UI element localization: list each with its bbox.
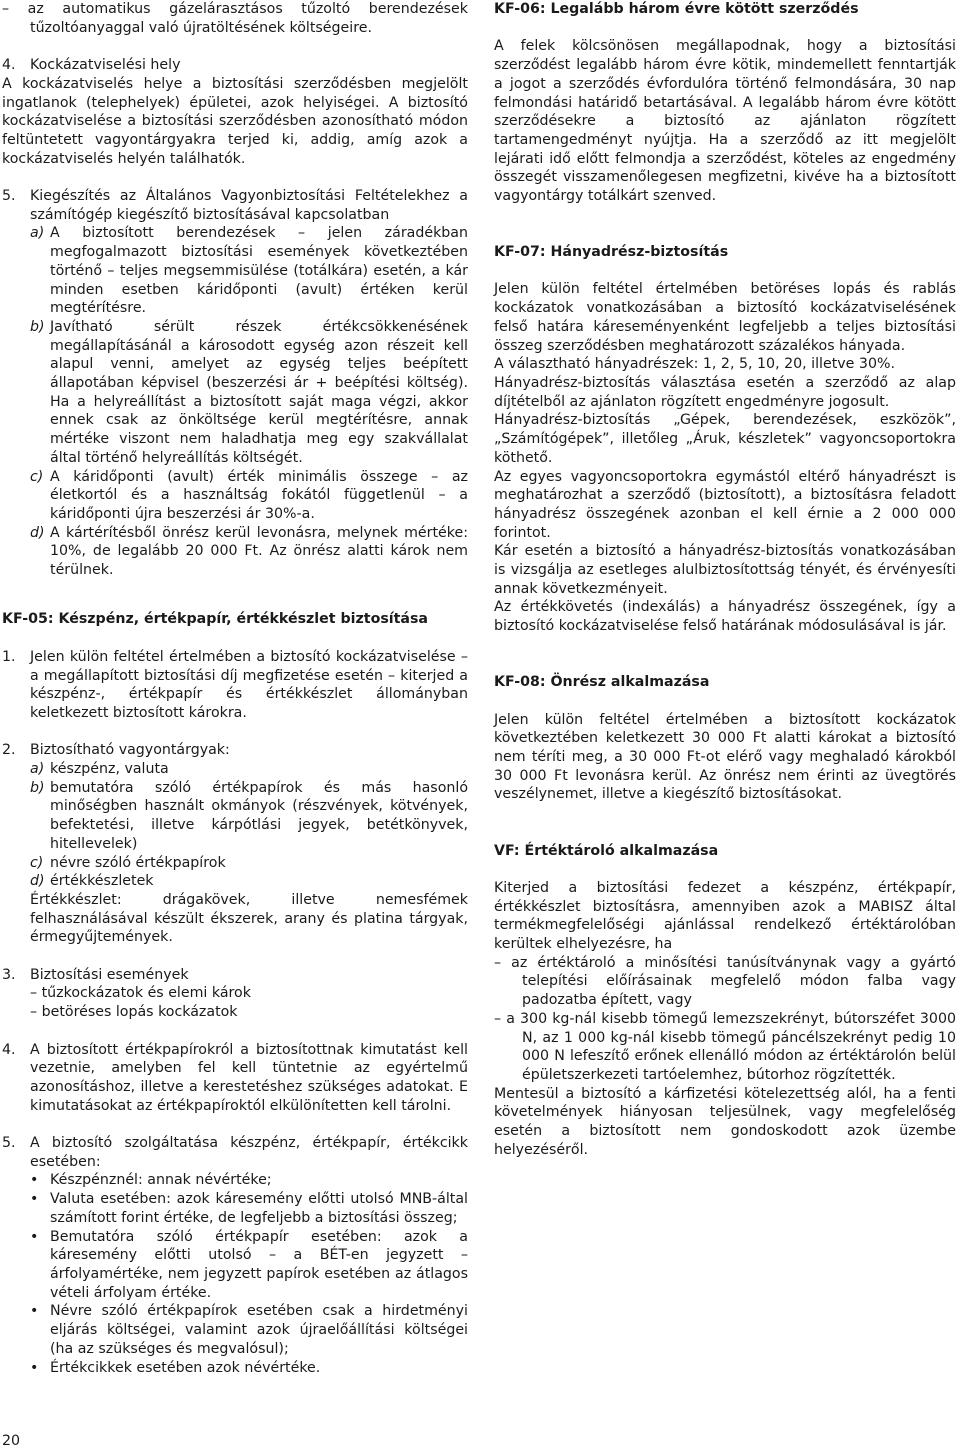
kf07-paragraph: Kár esetén a biztosító a hányadrész-biztosítás vonatkozásában is vizsgálja az esetleges alulbiztosítottság tényét, és érvényesíti annak következményeit. [494, 543, 956, 597]
bullet-icon: • [30, 1191, 39, 1208]
kf07-paragraph: Az értékkövetés (indexálás) a hányadrész összegének, így a biztosító kockázatviselése felső határának módosulásával is jár. [494, 599, 956, 635]
list-item: – tűzkockázatok és elemi károk [30, 985, 251, 1002]
list-item [2, 854, 468, 873]
section-5-intro [2, 187, 468, 224]
point-text: A biztosító szolgáltatása készpénz, értékpapír, értékcikk esetében: [30, 1135, 468, 1170]
list-item [2, 872, 468, 891]
list-item [2, 468, 468, 524]
item-text: A biztosított berendezések – jelen záradékban megfogalmazott biztosítási események következtében történő – teljes megsemmisülése (totálkára) esetén, a kár minden esetben káridőponti (avult) értéken kerül megtérítésre. [50, 225, 468, 317]
section-number: 5. [2, 188, 16, 204]
kf05-point-4 [2, 1041, 468, 1116]
point-title: Biztosítási események [30, 966, 189, 983]
bullet-item [2, 1171, 468, 1190]
kf05-point-2 [2, 741, 468, 760]
kf07-paragraph: Az egyes vagyoncsoportokra egymástól eltérő hányadrészt is meghatározhat a szerződő (biztosított), a biztosításra feladott hányadrész összegének azonban el kell érnie a 2 000 000 forintot. [494, 468, 956, 541]
point-number: 2. [2, 742, 16, 759]
item-text: készpénz, valuta [50, 761, 169, 778]
kf06-text: A felek kölcsönösen megállapodnak, hogy a biztosítási szerződést legalább három évre kötik, mindemellett fenntartják a jogot a szerződés évfordulóra történő felmondására, 30 nap felmondási határidő betartásával. A legalább három évre kötött szerződésekre a biztosító az ajánlaton rögzített tartamengedményt nyújtja. Ha a szerződő az itt megjelölt lejárati idő előtt felmondja a szerződést, köteles az engedmény összegét visszamenőlegesen megfizetni, kivéve ha a biztosított vagyontárgy totálkárt szenved. [494, 38, 956, 205]
section-text: Kiegészítés az Általános Vagyonbiztosítási Feltételekhez a számítógép kiegészítő biztosításával kapcsolatban [30, 188, 468, 223]
item-label: d) [30, 524, 45, 541]
kf05-heading: KF-05: Készpénz, értékpapír, értékkészlet biztosítása [2, 611, 429, 628]
item-label: c) [30, 854, 44, 871]
bullet-icon: • [30, 1228, 39, 1245]
point-number: 1. [2, 648, 16, 665]
section-number: 4. [2, 57, 16, 74]
list-item [2, 524, 468, 580]
point-number: 5. [2, 1135, 16, 1152]
list-item: – betöréses lopás kockázatok [30, 1004, 238, 1021]
point-text: Jelen külön feltétel értelmében a biztosító kockázatviselése – a megállapított biztosítási díj megfizetése esetén – kiterjed a készpénz-, értékpapír és értékkészlet állományban keletkezett biztosított károkra. [30, 648, 468, 721]
right-column [494, 0, 956, 1159]
kf05-point-2-note: Értékkészlet: drágakövek, illetve nemesfémek felhasználásával készült ékszerek, arany és platina tárgyak, érmegyűjtemények. [30, 891, 468, 946]
bullet-item [2, 1359, 468, 1378]
item-label: d) [30, 873, 45, 890]
point-title: Biztosítható vagyontárgyak: [30, 742, 230, 759]
bullet-text: Értékcikkek esetében azok névértéke. [50, 1359, 321, 1376]
section-title: Kockázatviselési hely [30, 57, 181, 74]
bullet-item [2, 1228, 468, 1303]
point-number: 3. [2, 966, 16, 983]
item-label: a) [30, 225, 45, 242]
point-text: A biztosított értékpapírokról a biztosítottnak kimutatást kell vezetnie, amelyben fel kell tüntetnie az egyértelmű azonosításhoz, illetve a kerestetéshez szükséges adatokat. E kimutatásokat az értékpapíroktól elkülönítetten kell tárolni. [30, 1041, 468, 1114]
bullet-text: Készpénznél: annak névértéke; [50, 1172, 272, 1189]
bullet-item [2, 1190, 468, 1227]
bullet-text: Névre szóló értékpapírok esetében csak a hirdetményi eljárás költségei, valamint azok újraelőállítási költségei (ha az szükséges és megvalósul); [50, 1303, 468, 1357]
vf-closing: Mentesül a biztosító a kárfizetési kötelezettség alól, ha a fenti követelmények hiányosan teljesülnek, vagy megfelelőség esetén a biztosított nem gondoskodott azok üzembe helyezéséről. [494, 1085, 956, 1158]
bullet-text: Bemutatóra szóló értékpapír esetében: azok a káresemény előtti utolsó – a BÉT-en jegyzett – árfolyamértéke, nem jegyzett papírok esetében az átlagos vételi árfolyam értéke. [50, 1228, 468, 1301]
item-text: Javítható sérült részek értékcsökkenésének megállapításánál a károsodott egység azon részeit kell alapul venni, amelyet az egység teljes beépített állapotában képvisel (beszerzési ár + beépítési költség). Ha a helyreállítást a biztosított saját maga végzi, akkor ennek csak az önköltsége kerül megtérítésre, annak mértéke viszont nem haladhatja meg egy szakvállalat által történő helyreállítás költségét. [50, 318, 468, 466]
vf-intro: Kiterjed a biztosítási fedezet a készpénz, értékpapír, értékkészlet biztosításra, amennyiben azok a MABISZ által termékmegfelelőségi ajánlással rendelkező értéktárolóban kerültek elhelyezésre, ha [494, 879, 956, 952]
kf08-text: Jelen külön feltétel értelmében a biztosított kockázatok következtében keletkezett 30 000 Ft alatti károkat a biztosító nem téríti meg, a 30 000 Ft-ot elérő vagy meghaladó károkból 30 000 Ft levonásra kerül. Az önrész nem érinti az üvegtörés veszélynemet, illetve a kiegészítő biztosításokat. [494, 711, 956, 803]
vf-item: – az értéktároló a minősítési tanúsítványnak vagy a gyártó telepítési előírásainak megfelelő módon falba vagy padozatba épített, vagy [494, 954, 956, 1009]
item-text: névre szóló értékpapírok [50, 854, 226, 871]
bullet-item [2, 1302, 468, 1358]
item-text: A kártérítésből önrész kerül levonásra, melynek mértéke: 10%, de legalább 20 000 Ft. Az önrész alatti károk nem térülnek. [50, 524, 468, 579]
point-number: 4. [2, 1041, 16, 1058]
kf08-heading: KF-08: Önrész alkalmazása [494, 674, 710, 691]
left-column [2, 0, 468, 1377]
bullet-icon: • [30, 1172, 39, 1189]
kf05-point-3 [2, 966, 468, 985]
vf-heading: VF: Értéktároló alkalmazása [494, 842, 719, 859]
list-item [2, 760, 468, 779]
item-label: a) [30, 761, 45, 778]
item-text: A káridőponti (avult) érték minimális összege – az életkortól és a használtság fokától függetlenül – a káridőponti újra beszerzési ár 30%-a. [50, 468, 468, 522]
list-item [2, 224, 468, 318]
vf-item: – a 300 kg-nál kisebb tömegű lemezszekrényt, bútorszéfet 3000 N, az 1 000 kg-nál kisebb tömegű páncélszekrényt pedig 10 000 N lefeszítő erőnek ellenálló módon az értéktárolón belül épületszerkezeti tartóelemhez, bútorhoz rögzítették. [494, 1010, 956, 1083]
list-item [2, 779, 468, 854]
kf07-paragraph: Hányadrész-biztosítás „Gépek, berendezések, eszközök”, „Számítógépek”, illetőleg „Áruk, készletek” vagyoncsoportokra köthető. [494, 412, 956, 466]
page-number: 20 [2, 1433, 21, 1449]
list-item [2, 318, 468, 468]
item-text: bemutatóra szóló értékpapírok és más hasonló minőségben használt okmányok (részvények, kötvények, befektetési, illetve kárpótlási jegyek, betétkönyvek, hitellevelek) [50, 779, 468, 852]
item-label: b) [30, 318, 45, 335]
top-bullet: – az automatikus gázelárasztásos tűzoltó berendezések tűzoltóanyaggal való újratöltésének költségeire. [2, 1, 468, 36]
kf05-point-1 [2, 648, 468, 723]
section-4-title [2, 56, 468, 75]
kf06-heading: KF-06: Legalább három évre kötött szerződés [494, 1, 859, 17]
kf07-paragraph: Hányadrész-biztosítás választása esetén a szerződő az alap díjtételből az ajánlaton rögzített engedményre jogosult. [494, 375, 956, 410]
kf07-paragraph: A választható hányadrészek: 1, 2, 5, 10, 20, illetve 30%. [494, 356, 895, 373]
section-5-list [2, 224, 468, 579]
section-4-text: A kockázatviselés helye a biztosítási szerződésben megjelölt ingatlanok (telephelyek) épületei, azok helyiségei. A biztosító kockázatviselése a biztosítási szerződésben azonosítható módon feltüntetett vagyontárgyakra terjed ki, addig, amíg azok a kockázatviselés helyén találhatók. [2, 75, 468, 167]
bullet-icon: • [30, 1303, 39, 1320]
kf07-paragraph: Jelen külön feltétel értelmében betöréses lopás és rablás kockázatok vonatkozásában a biztosító kockázatviselésének felső határa káreseményenként legfeljebb a teljes biztosítási összeg szerződésben meghatározott százalékos hányada. [494, 281, 956, 354]
kf07-heading: KF-07: Hányadrész-biztosítás [494, 244, 729, 261]
item-label: c) [30, 468, 44, 485]
bullet-icon: • [30, 1359, 39, 1376]
item-label: b) [30, 779, 45, 796]
bullet-text: Valuta esetében: azok káresemény előtti utolsó MNB-által számított forint értéke, de legfeljebb a biztosítási összeg; [50, 1191, 468, 1226]
kf05-point-5 [2, 1134, 468, 1171]
item-text: értékkészletek [50, 873, 154, 890]
